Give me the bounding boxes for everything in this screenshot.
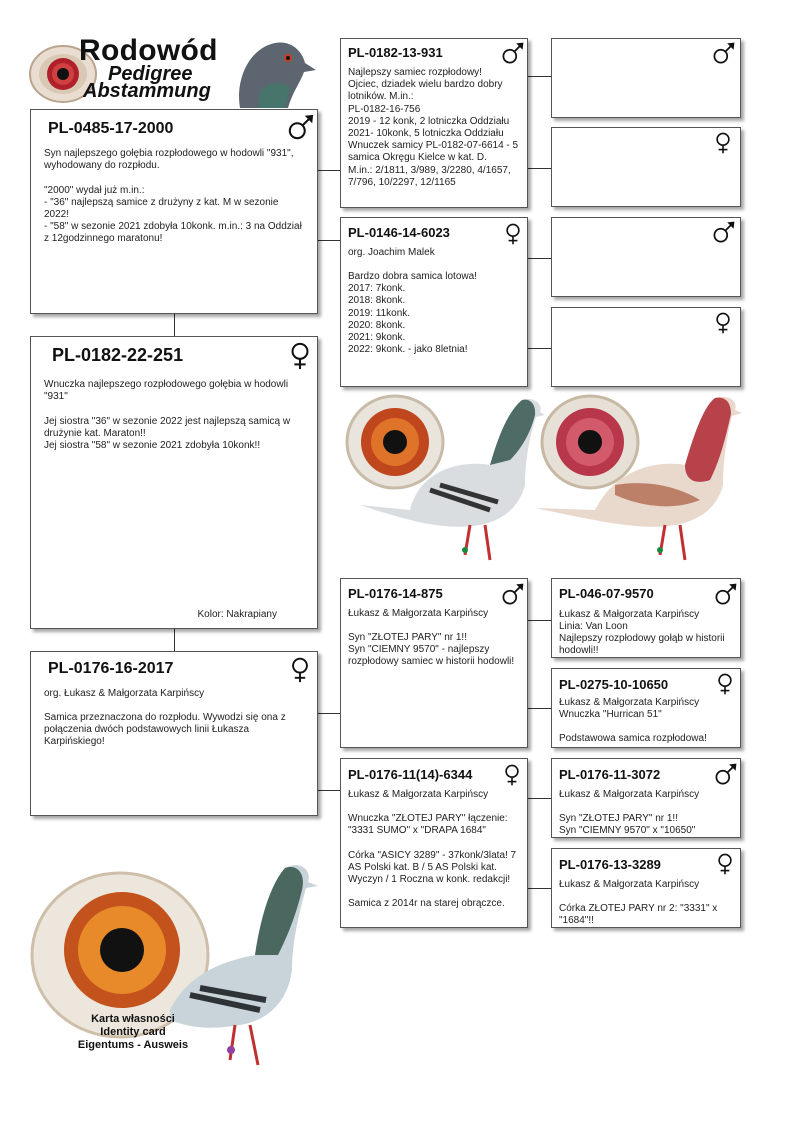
connector-father-subject bbox=[174, 314, 175, 336]
empty-ancestor-card-1[interactable] bbox=[551, 38, 741, 118]
page-title: Rodowód bbox=[79, 34, 218, 67]
empty-ancestor-card-3[interactable] bbox=[551, 217, 741, 297]
connector-mother-mm bbox=[318, 790, 340, 791]
male-icon bbox=[712, 41, 736, 65]
father-card[interactable] bbox=[30, 109, 318, 314]
female-icon bbox=[714, 671, 736, 697]
father-description: Syn najlepszego gołębia rozpłodowego w hodowli "931", wyhodowany do rozpłodu. "2000" wydał już m.in.: - "36" najlepszą samice z drużyny z kat. M w sezonie 2022! - "58" w sezonie 2021 zdobyła 10konk. m.in.: 3 na Oddział z 12godzinnego maratonu! bbox=[44, 148, 302, 245]
subject-description: Wnuczka najlepszego rozpłodowego gołębia w hodowli "931" Jej siostra "36" w sezonie 2022 jest najlepszą samicą w drużynie kat. Maraton!! Jej siostra "58" w sezonie 2021 zdobyła 10konk!! bbox=[44, 379, 291, 452]
mf-description: Syn "ZŁOTEJ PARY" nr 1!! Syn "CIEMNY 9570" - najlepszy rozpłodowy samiec w historii hodowli! bbox=[348, 632, 515, 668]
mother-description: Samica przeznaczona do rozpłodu. Wywodzi się ona z połączenia dwóch podstawowych linii Łukasza Karpińskiego! bbox=[44, 712, 286, 748]
mother-ring-number: PL-0176-16-2017 bbox=[48, 660, 174, 677]
connector-fm-fmf bbox=[528, 258, 551, 259]
mfm-description: Wnuczka "Hurrican 51" Podstawowa samica rozpłodowa! bbox=[559, 709, 707, 745]
pigeon-photo-male bbox=[340, 390, 545, 570]
grandmother-paternal-card[interactable] bbox=[340, 217, 528, 387]
connector-ff-ffm bbox=[528, 168, 551, 169]
connector-ff-ffx bbox=[528, 76, 551, 77]
fm-ring-number: PL-0146-14-6023 bbox=[348, 225, 450, 240]
connector-mf-mfm bbox=[528, 708, 551, 709]
mmf-breeder: Łukasz & Małgorzata Karpińscy bbox=[559, 789, 700, 800]
female-icon bbox=[712, 310, 734, 336]
female-icon bbox=[286, 341, 314, 371]
connector-father-ff bbox=[318, 170, 340, 171]
mm-ring-number: PL-0176-11(14)-6344 bbox=[348, 767, 473, 782]
mf-ring-number: PL-0176-14-875 bbox=[348, 586, 443, 601]
great-grandmother-card-mfm[interactable] bbox=[551, 668, 741, 748]
female-icon bbox=[287, 656, 313, 684]
great-grandfather-card-mmf[interactable] bbox=[551, 758, 741, 838]
grandfather-paternal-card[interactable] bbox=[340, 38, 528, 208]
mother-breeder: org. Łukasz & Małgorzata Karpińscy bbox=[44, 688, 205, 699]
identity-card-label-en: Identity card bbox=[100, 1026, 166, 1038]
female-icon bbox=[502, 221, 524, 247]
great-grandmother-card-mmm[interactable] bbox=[551, 848, 741, 928]
connector-mm-mmf bbox=[528, 798, 551, 799]
male-icon bbox=[287, 113, 315, 141]
mff-description: Linia: Van Loon Najlepszy rozpłodowy gołąb w historii hodowli!! bbox=[559, 621, 725, 657]
mff-ring-number: PL-046-07-9570 bbox=[559, 586, 654, 601]
mmm-ring-number: PL-0176-13-3289 bbox=[559, 857, 661, 872]
header-pigeon-image bbox=[230, 38, 320, 108]
fm-breeder: org. Joachim Malek bbox=[348, 247, 435, 258]
mf-breeder: Łukasz & Małgorzata Karpińscy bbox=[348, 608, 489, 619]
mmm-breeder: Łukasz & Małgorzata Karpińscy bbox=[559, 879, 700, 890]
male-icon bbox=[714, 582, 738, 606]
mmf-description: Syn "ZŁOTEJ PARY" nr 1!! Syn "CIEMNY 9570" x "10650" bbox=[559, 813, 696, 837]
page-subtitle-de: Abstammung bbox=[83, 80, 211, 102]
female-icon bbox=[714, 851, 736, 877]
subject-card[interactable] bbox=[30, 336, 318, 629]
ff-description: Najlepszy samiec rozpłodowy! Ojciec, dziadek wielu bardzo dobry lotników. M.in.: PL-0182-16-756 2019 - 12 konk, 2 lotniczka Oddziału 2021- 10konk, 5 lotniczka Oddziału Wnuczek samicy PL-0182-07-6614 - 5 samica Okręgu Kielce w kat. D. M.in.: 2/1811, 3/989, 3/2280, 4/1657, 7/796, 10/2297, 12/1165 bbox=[348, 67, 519, 188]
empty-ancestor-card-2[interactable] bbox=[551, 127, 741, 207]
ff-ring-number: PL-0182-13-931 bbox=[348, 45, 443, 60]
male-icon bbox=[501, 41, 525, 65]
female-icon bbox=[712, 130, 734, 156]
mmm-description: Córka ZŁOTEJ PARY nr 2: "3331" x "1684"!! bbox=[559, 903, 718, 927]
male-icon bbox=[714, 762, 738, 786]
subject-color: Kolor: Nakrapiany bbox=[197, 609, 277, 620]
connector-father-fm bbox=[318, 240, 340, 241]
mfm-breeder: Łukasz & Małgorzata Karpińscy bbox=[559, 697, 700, 708]
mff-breeder: Łukasz & Małgorzata Karpińscy bbox=[559, 609, 700, 620]
identity-card-label-de: Eigentums - Ausweis bbox=[77, 1039, 189, 1051]
fm-description: Bardzo dobra samica lotowa! 2017: 7konk. 2018: 8konk. 2019: 11konk. 2020: 8konk. 2021: 9konk. 2022: 9konk. - jako 8letnia! bbox=[348, 271, 477, 356]
empty-ancestor-card-4[interactable] bbox=[551, 307, 741, 387]
mm-breeder: Łukasz & Małgorzata Karpińscy bbox=[348, 789, 489, 800]
pigeon-photo-female bbox=[535, 390, 745, 570]
grandfather-maternal-card[interactable] bbox=[340, 578, 528, 748]
great-grandfather-card-mff[interactable] bbox=[551, 578, 741, 658]
male-icon bbox=[501, 582, 525, 606]
grandmother-maternal-card[interactable] bbox=[340, 758, 528, 928]
connector-mm-mmm bbox=[528, 888, 551, 889]
connector-subject-mother bbox=[174, 629, 175, 651]
connector-fm-fmm bbox=[528, 348, 551, 349]
mmf-ring-number: PL-0176-11-3072 bbox=[559, 767, 661, 782]
mother-card[interactable] bbox=[30, 651, 318, 816]
father-ring-number: PL-0485-17-2000 bbox=[48, 120, 174, 137]
mfm-ring-number: PL-0275-10-10650 bbox=[559, 677, 669, 692]
connector-mf-mff bbox=[528, 620, 551, 621]
identity-card-label-pl: Karta własności bbox=[91, 1013, 175, 1025]
male-icon bbox=[712, 220, 736, 244]
mm-description: Wnuczka "ZŁOTEJ PARY" łączenie: "3331 SUMO" x "DRAPA 1684" Córka "ASICY 3289" - 37konk/3lata! 7 AS Polski kat. B / 5 AS Polski kat. Wyczyn / 1 Roczna w konk. redakcji! Samica z 2014r na starej obrączce. bbox=[348, 813, 517, 910]
page-subtitle-en: Pedigree bbox=[108, 63, 193, 85]
female-icon bbox=[501, 762, 523, 788]
subject-ring-number: PL-0182-22-251 bbox=[52, 345, 184, 365]
connector-mother-mf bbox=[318, 713, 340, 714]
